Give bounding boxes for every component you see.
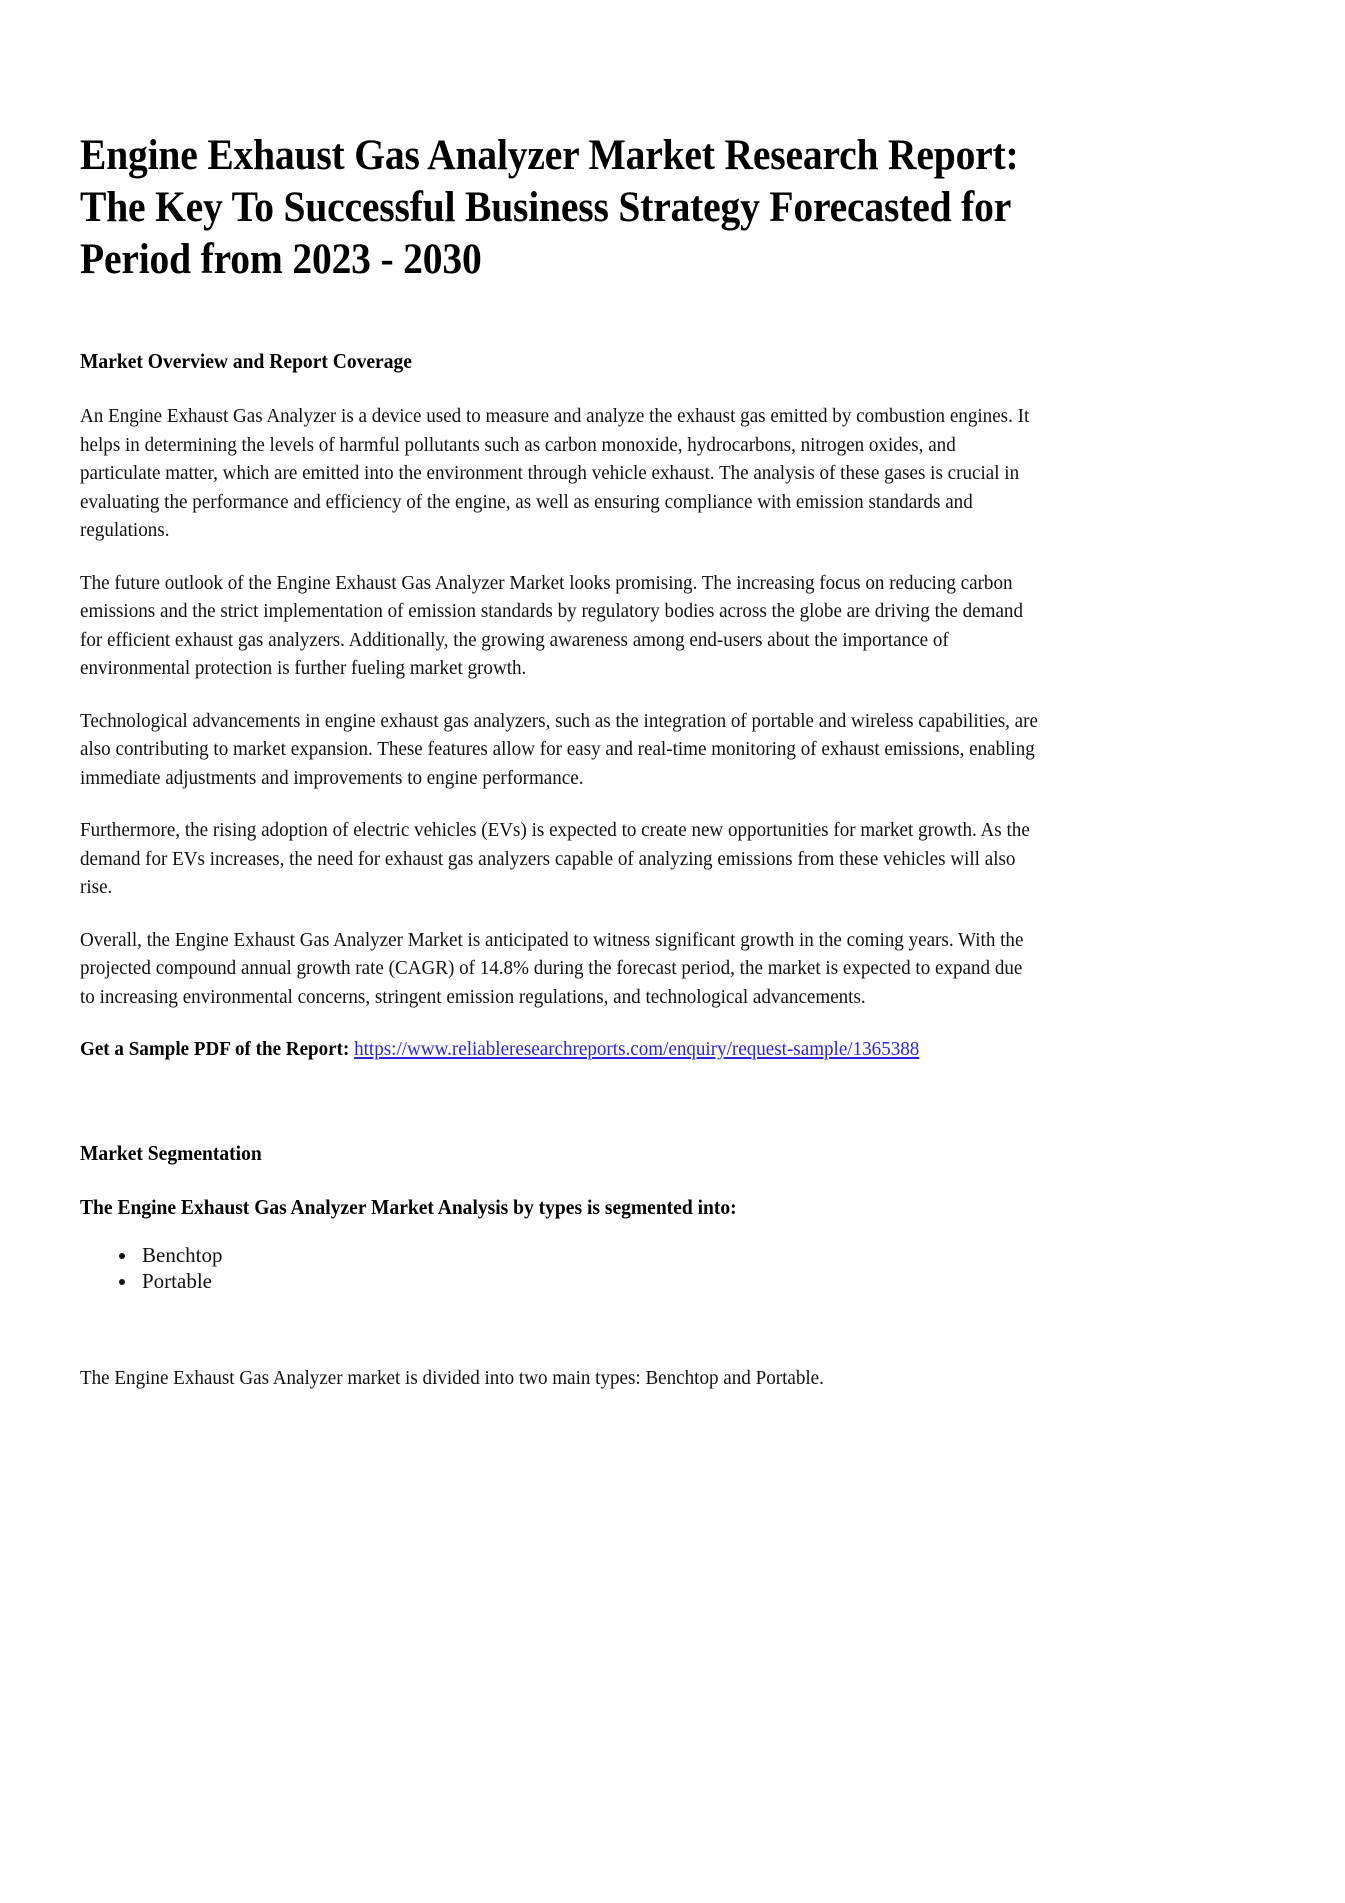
paragraph-future-outlook: The future outlook of the Engine Exhaust Gas Analyzer Market looks promising. The increasing focus on reducing carbon emissions and the strict implementation of emission standards by regulatory bodies across the globe are driving the demand for efficient exhaust gas analyzers. Additionally, the growing awareness among end-users about the importance of environmental protection is further fueling market growth. xyxy=(80,571,1023,679)
heading-types-segmented: The Engine Exhaust Gas Analyzer Market Analysis by types is segmented into: xyxy=(80,1194,737,1219)
heading-market-overview: Market Overview and Report Coverage xyxy=(80,349,412,373)
spacer xyxy=(80,1166,1038,1194)
spacer xyxy=(80,374,1038,402)
sample-pdf-line xyxy=(80,1035,1038,1064)
spacer xyxy=(80,286,1038,348)
page-title: Engine Exhaust Gas Analyzer Market Research Report: The Key To Successful Business Strategy Forecasted for Period from 2023 - 2030 xyxy=(80,132,1019,283)
heading-market-segmentation: Market Segmentation xyxy=(80,1140,262,1165)
spacer xyxy=(80,792,1038,816)
spacer xyxy=(80,683,1038,707)
paragraph-electric-vehicles: Furthermore, the rising adoption of electric vehicles (EVs) is expected to create new opportunities for market growth. As the demand for EVs increases, the need for exhaust gas analyzers capable of analyzing emissions from these vehicles will also rise. xyxy=(80,819,1030,898)
document-content xyxy=(80,130,1038,1392)
paragraph-overview-definition: An Engine Exhaust Gas Analyzer is a device used to measure and analyze the exhaust gas emitted by combustion engines. It helps in determining the levels of harmful pollutants such as carbon monoxide, hydrocarbons, nitrogen oxides, and particulate matter, which are emitted into the environment through vehicle exhaust. The analysis of these gases is crucial in evaluating the performance and efficiency of the engine, as well as ensuring compliance with emission standards and regulations. xyxy=(80,405,1030,541)
spacer xyxy=(80,1220,1038,1242)
sample-pdf-label: Get a Sample PDF of the Report: xyxy=(80,1038,350,1060)
list-item: • Benchtop xyxy=(138,1242,1038,1268)
list-item: • Portable xyxy=(138,1268,1038,1294)
paragraph-technological-advancements: Technological advancements in engine exhaust gas analyzers, such as the integration of portable and wireless capabilities, are also contributing to market expansion. These features allow for easy and real-time monitoring of exhaust emissions, enabling immediate adjustments and improvements to engine performance. xyxy=(80,709,1038,789)
type-segment-list xyxy=(80,1242,1038,1294)
sample-pdf-link[interactable]: https://www.reliableresearchreports.com/enquiry/request-sample/1365388 xyxy=(354,1038,920,1060)
spacer xyxy=(80,902,1038,926)
spacer xyxy=(80,1064,1038,1140)
paragraph-overall-growth: Overall, the Engine Exhaust Gas Analyzer Market is anticipated to witness significant growth in the coming years. With the projected compound annual growth rate (CAGR) of 14.8% during the forecast period, the market is expected to expand due to increasing environmental concerns, stringent emission regulations, and technological advancements. xyxy=(80,928,1024,1008)
spacer xyxy=(80,545,1038,569)
spacer xyxy=(80,1011,1038,1035)
spacer xyxy=(80,1294,1038,1364)
paragraph-types-summary: The Engine Exhaust Gas Analyzer market is divided into two main types: Benchtop and Portable. xyxy=(80,1366,824,1389)
